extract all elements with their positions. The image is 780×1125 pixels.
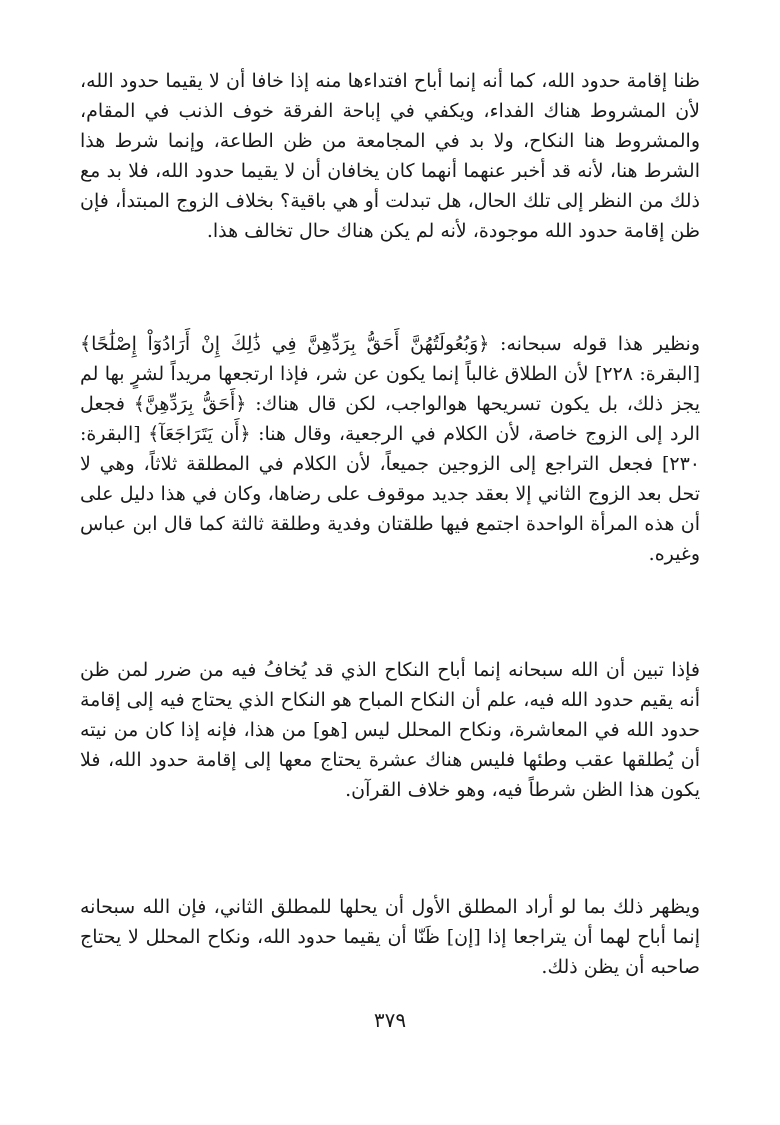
paragraph-1: ظنا إقامة حدود الله، كما أنه إنما أباح افتداءها منه إذا خافا أن لا يقيما حدود الله، لأن المشروط هناك الفداء، ويكفي في إباحة الفرقة خوف الذنب في المقام، والمشروط هنا النكاح، ولا بد في المجامعة من ظن الطاعة، وإنما شرط هذا الشرط هنا، لأنه قد أخبر عنهما أنهما كان يخافان أن لا يقيما حدود الله، فلا بد مع ذلك من النظر إلى تلك الحال، هل تبدلت أو هي باقية؟ بخلاف الزوج المبتدأ، فإن ظن إقامة حدود الله موجودة، لأنه لم يكن هناك حال تخالف هذا. — [80, 70, 700, 242]
page-number: ٣٧٩ — [373, 1008, 407, 1032]
paragraph-3: فإذا تبين أن الله سبحانه إنما أباح النكاح الذي قد يُخافُ فيه من ضرر لمن ظن أنه يقيم حدود الله فيه، علم أن النكاح المباح هو النكاح الذي يحتاج فيه إلى إقامة حدود الله في المعاشرة، ونكاح المحلل ليس [هو] من هذا، فإنه إذا كان من نيته أن يُطلقها عقب وطئها فليس هناك عشرة يحتاج معها إلى إقامة حدود الله، فلا يكون هذا الظن شرطاً فيه، وهو خلاف القرآن. — [80, 659, 700, 801]
paragraph-2: ونظير هذا قوله سبحانه: ﴿وَبُعُولَتُهُنَّ أَحَقُّ بِرَدِّهِنَّ فِي ذَٰلِكَ إِنْ أَرَادُوٓاْ إِصْلَٰحًا﴾ [البقرة: ٢٢٨] لأن الطلاق غالباً إنما يكون عن شر، فإذا ارتجعها مريداً لشرٍ بها لم يجز ذلك، بل يكون تسريحها هوالواجب، لكن قال هناك: ﴿أَحَقُّ بِرَدِّهِنَّ﴾ فجعل الرد إلى الزوج خاصة، لأن الكلام في الرجعية، وقال هنا: ﴿أَن يَتَرَاجَعَآ﴾ [البقرة: ٢٣٠] فجعل التراجع إلى الزوجين جميعاً، لأن الكلام في المطلقة ثلاثاً، وهي لا تحل بعد الزوج الثاني إلا بعقد جديد موقوف على رضاها، وكان في هذا دليل على أن هذه المرأة الواحدة اجتمع فيها طلقتان وفدية وطلقة ثالثة كما قال ابن عباس وغيره. — [80, 333, 700, 565]
paragraph-4: ويظهر ذلك بما لو أراد المطلق الأول أن يحلها للمطلق الثاني، فإن الله سبحانه إنما أباح لهما أن يتراجعا إذا [إن] ظَنّا أن يقيما حدود الله، ونكاح المحلل لا يحتاج صاحبه أن يظن ذلك. — [80, 896, 700, 978]
